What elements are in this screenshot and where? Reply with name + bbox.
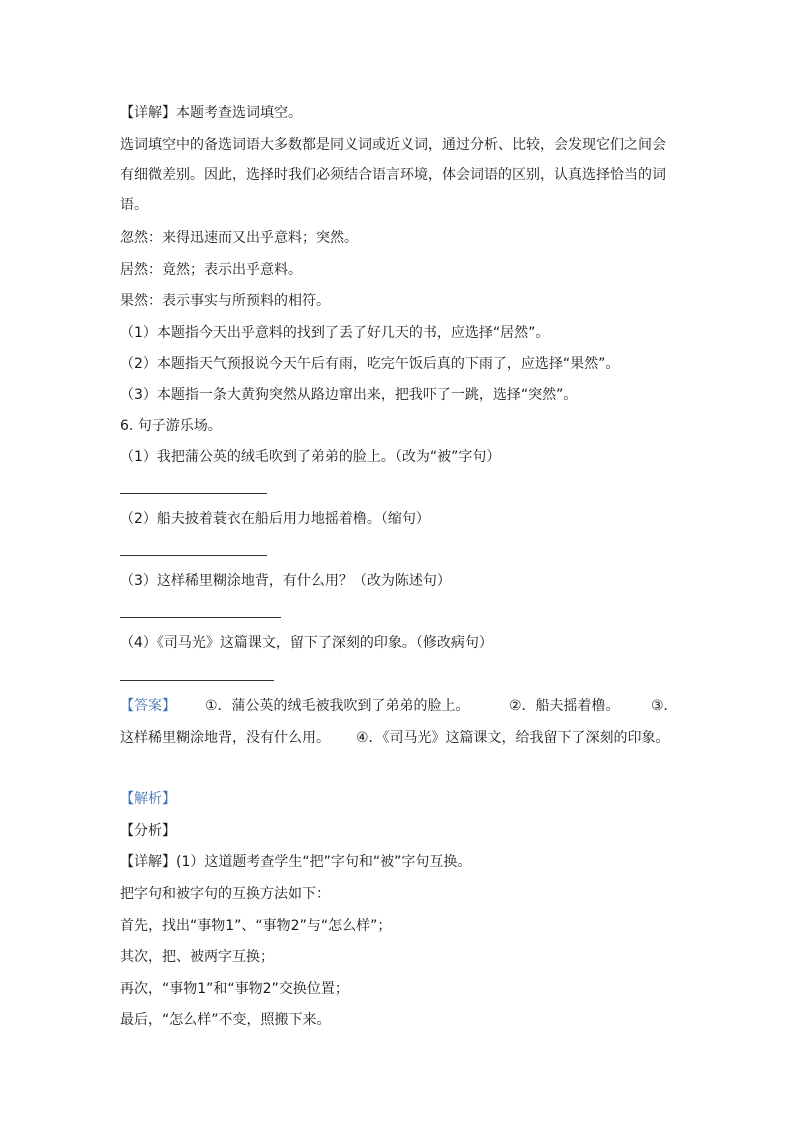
detail-item-3: （3）本题指一条大黄狗突然从路边窜出来，把我吓了一跳，选择“突然”。 — [120, 387, 578, 403]
answer-blank-4 — [120, 680, 274, 681]
answer-4: ④．《司马光》这篇课文，给我留下了深刻的印象。 — [356, 730, 670, 746]
answer-3-number: ③． — [651, 698, 678, 714]
analysis-method: 把字句和被字句的互换方法如下： — [120, 886, 330, 902]
definition-juran: 居然：竟然；表示出乎意料。 — [120, 262, 302, 278]
detail-item-1: （1）本题指今天出乎意料的找到了丢了好几天的书，应选择“居然”。 — [120, 325, 550, 341]
definition-guoran: 果然：表示事实与所预料的相符。 — [120, 293, 330, 309]
paragraph-line-3: 语。 — [120, 197, 148, 213]
analysis-detail: 【详解】(1）这道题考查学生“把”字句和“被”字句互换。 — [120, 854, 472, 870]
answer-1: ①．蒲公英的绒毛被我吹到了弟弟的脸上。 — [205, 698, 470, 714]
paragraph-line-1: 选词填空中的备选词语大多数都是同义词或近义词，通过分析、比较，会发现它们之间会 — [120, 137, 666, 153]
analysis-fenxi: 【分析】 — [120, 823, 176, 839]
answer-label: 【答案】 — [120, 698, 176, 714]
question-3: （3）这样稀里糊涂地背，有什么用？（改为陈述句） — [120, 573, 451, 589]
question-2: （2）船夫披着蓑衣在船后用力地摇着橹。（缩句） — [120, 511, 430, 527]
question-4: （4）《司马光》这篇课文，留下了深刻的印象。（修改病句） — [120, 635, 493, 651]
detail-heading-text: 本题考查选词填空。 — [176, 105, 302, 121]
analysis-step-4: 最后，“怎么样”不变，照搬下来。 — [120, 1012, 331, 1028]
answer-blank-2 — [120, 555, 267, 556]
answer-blank-3 — [120, 617, 281, 618]
answer-2: ②．船夫摇着橹。 — [509, 698, 620, 714]
detail-heading-bracket: 【详解】 — [120, 105, 176, 121]
analysis-step-2: 其次，把、被两字互换； — [120, 949, 274, 965]
answer-3-text: 这样稀里糊涂地背，没有什么用。 — [120, 730, 330, 746]
question-title: 6. 句子游乐场。 — [120, 418, 222, 434]
detail-heading — [120, 104, 302, 122]
detail-item-2: （2）本题指天气预报说今天午后有雨，吃完午饭后真的下雨了，应选择“果然”。 — [120, 356, 620, 372]
definition-huran: 忽然：来得迅速而又出乎意料；突然。 — [120, 230, 358, 246]
analysis-step-1: 首先，找出“事物1”、“事物2”与“怎么样”； — [120, 918, 392, 934]
paragraph-line-2: 有细微差别。因此，选择时我们必须结合语言环境，体会词语的区别，认真选择恰当的词 — [120, 167, 666, 183]
analysis-label: 【解析】 — [120, 791, 176, 807]
question-1: （1）我把蒲公英的绒毛吹到了弟弟的脸上。（改为“被”字句） — [120, 449, 501, 465]
analysis-step-3: 再次，“事物1”和“事物2”交换位置； — [120, 981, 349, 997]
answer-blank-1 — [120, 493, 267, 494]
